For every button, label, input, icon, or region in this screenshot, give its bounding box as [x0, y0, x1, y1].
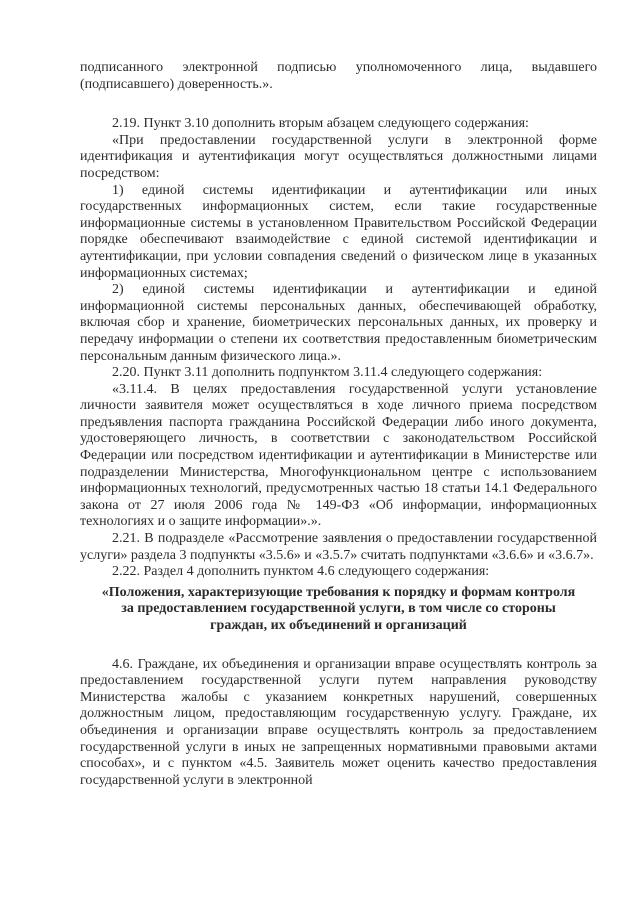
- section-heading-line-3: граждан, их объединений и организаций: [210, 618, 467, 633]
- clause-2-19: 2.19. Пункт 3.10 дополнить вторым абзацем следующего содержания:: [112, 116, 529, 132]
- intro-continuation: подписанного электронной подписью уполномоченного лица, выдавшего (подписавшего) доверенность.».: [80, 60, 597, 92]
- clause-2-20-quote: «3.11.4. В целях предоставления государственной услуги установление личности заявителя может осуществляться в ходе личного приема посредством предъявления паспорта гражданина Российской Федерации либо иного документа, удостоверяющего личность, в соответствии с законодательством Российской Федерации или посредством идентификации и аутентификации в Министерстве или подразделении Министерства, Многофункциональном центре с использованием информационных технологий, предусмотренных частью 18 статьи 14.1 Федерального закона от 27 июля 2006 года № 149-ФЗ «Об информации, информационных технологиях и о защите информации».».: [80, 381, 597, 530]
- section-heading-line-2: за предоставлением государственной услуги, в том числе со стороны: [121, 601, 556, 617]
- document-body: [80, 60, 597, 789]
- clause-4-6: 4.6. Граждане, их объединения и организации вправе осуществлять контроль за предоставлением государственной услуги путем направления руководству Министерства жалобы с указанием конкретных нарушений, совершенных должностным лицом, предоставляющим государственную услугу. Граждане, их объединения и организации вправе осуществлять контроль за предоставлением государственной услуги в иных не запрещенных нормативными правовыми актами способах», и с пунктом «4.5. Заявитель может оценить качество предоставления государственной услуги в электронной: [80, 656, 597, 788]
- clause-2-22: 2.22. Раздел 4 дополнить пунктом 4.6 следующего содержания:: [112, 564, 490, 580]
- clause-2-19-item-2: 2) единой системы идентификации и аутентификации и единой информационной системы персональных данных, обеспечивающей обработку, включая сбор и хранение, биометрических персональных данных, их проверку и передачу информации о степени их соответствия предоставленным биометрическим персональным данным физического лица.».: [80, 282, 597, 364]
- clause-2-19-item-1: 1) единой системы идентификации и аутентификации или иных государственных информационных систем, если такие государственные информационные системы в установленном Правительством Российской Федерации порядке обеспечивают взаимодействие с единой системой идентификации и аутентификации, при условии совпадения сведений о физическом лице в указанных информационных системах;: [80, 182, 597, 281]
- clause-2-20: 2.20. Пункт 3.11 дополнить подпунктом 3.11.4 следующего содержания:: [112, 365, 543, 381]
- clause-2-19-quote: «При предоставлении государственной услуги в электронной форме идентификация и аутентификация могут осуществляться должностными лицами посредством:: [80, 132, 597, 181]
- clause-2-21: 2.21. В подразделе «Рассмотрение заявления о предоставлении государственной услуги» раздела 3 подпункты «3.5.6» и «3.5.7» считать подпунктами «3.6.6» и «3.6.7».: [80, 531, 597, 563]
- section-heading-line-1: «Положения, характеризующие требования к порядку и формам контроля: [101, 584, 576, 600]
